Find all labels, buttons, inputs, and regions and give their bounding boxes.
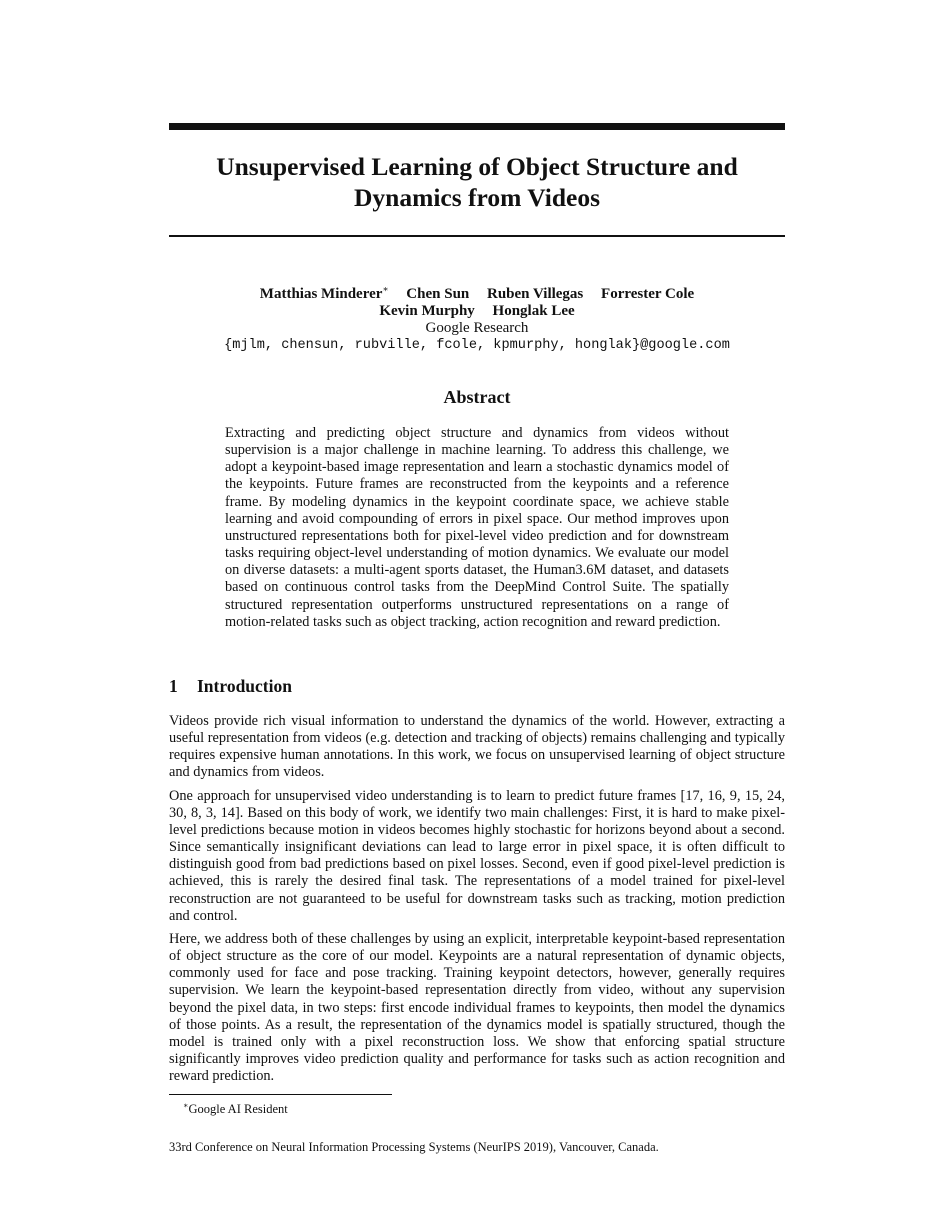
footnote-rule [169,1094,392,1095]
conference-footer: 33rd Conference on Neural Information Processing Systems (NeurIPS 2019), Vancouver, Canada. [169,1140,659,1154]
author-name: Kevin Murphy [379,303,475,319]
author-line-2 [169,303,785,320]
footnote-mark: ∗ [382,284,389,294]
author-name: Matthias Minderer∗ [259,284,389,302]
abstract-text: Extracting and predicting object structure and dynamics from videos without supervision is a major challenge in machine learning. To address this challenge, we adopt a keypoint-based image representation and learn a stochastic dynamics model of the keypoints. Future frames are reconstructed from the keypoints and a reference frame. By modeling dynamics in the keypoint coordinate space, we achieve stable learning and avoid compounding of errors in pixel space. Our method improves upon unstructured representations both for pixel-level video prediction and for downstream tasks requiring object-level understanding of motion dynamics. We evaluate our model on diverse datasets: a multi-agent sports dataset, the Human3.6M dataset, and datasets based on continuous control tasks from the DeepMind Control Suite. The spatially structured representation outperforms unstructured representations on a range of motion-related tasks such as object tracking, action recognition and reward prediction. [225,425,729,630]
title-bottom-rule [169,235,785,237]
author-name: Honglak Lee [492,303,575,319]
author-name: Ruben Villegas [487,286,584,302]
abstract-heading: Abstract [443,387,511,407]
section-number: 1 [169,676,178,696]
section-title: Introduction [197,676,292,696]
section-heading-introduction [169,676,292,696]
author-name: Forrester Cole [601,286,695,302]
paragraph: One approach for unsupervised video understanding is to learn to predict future frames [17, 16, 9, 15, 24, 30, 8, 3, 14]. Based on this body of work, we identify two main challenges: First, it is hard to make pixel-level predictions because motion in videos becomes highly stochastic for horizons beyond about a second. Since semantically insignificant deviations can lead to large error in pixel space, it is often difficult to distinguish good from bad predictions based on pixel losses. Second, even if good pixel-level prediction is achieved, this is rarely the desired final task. The representations of a model trained for pixel-level reconstruction are not guaranteed to be useful for downstream tasks such as tracking, motion prediction and control. [169,787,785,924]
footnote-mark: ∗ [183,1101,189,1110]
author-line-1 [169,281,785,303]
author-name: Chen Sun [406,286,470,302]
introduction-body [169,713,785,1091]
paragraph: Videos provide rich visual information to understand the dynamics of the world. However, extracting a useful representation from videos (e.g. detection and tracking of objects) remains challenging and typically requires expensive human annotations. In this work, we focus on unsupervised learning of object structure and dynamics from videos. [169,713,785,781]
paragraph: Here, we address both of these challenges by using an explicit, interpretable keypoint-based representation of object structure as the core of our model. Keypoints are a natural representation of dynamic objects, commonly used for face and pose tracking. Training keypoint detectors, however, generally requires supervision. We learn the keypoint-based representation directly from video, without any supervision beyond the pixel data, in two steps: first encode individual frames to keypoints, then model the dynamics of those points. As a result, the representation of the dynamics model is spatially structured, though the model is trained only with a pixel reconstruction loss. We show that enforcing spatial structure significantly improves video prediction quality and performance for tasks such as action recognition and reward prediction. [169,930,785,1085]
affiliation: Google Research [425,320,529,336]
paper-title: Unsupervised Learning of Object Structure and Dynamics from Videos [216,152,738,212]
title-top-rule [169,123,785,130]
author-emails: {mjlm, chensun, rubville, fcole, kpmurphy, honglak}@google.com [224,338,730,353]
footnote-text: Google AI Resident [188,1102,288,1117]
footnote [183,1098,288,1117]
author-block [169,281,785,354]
